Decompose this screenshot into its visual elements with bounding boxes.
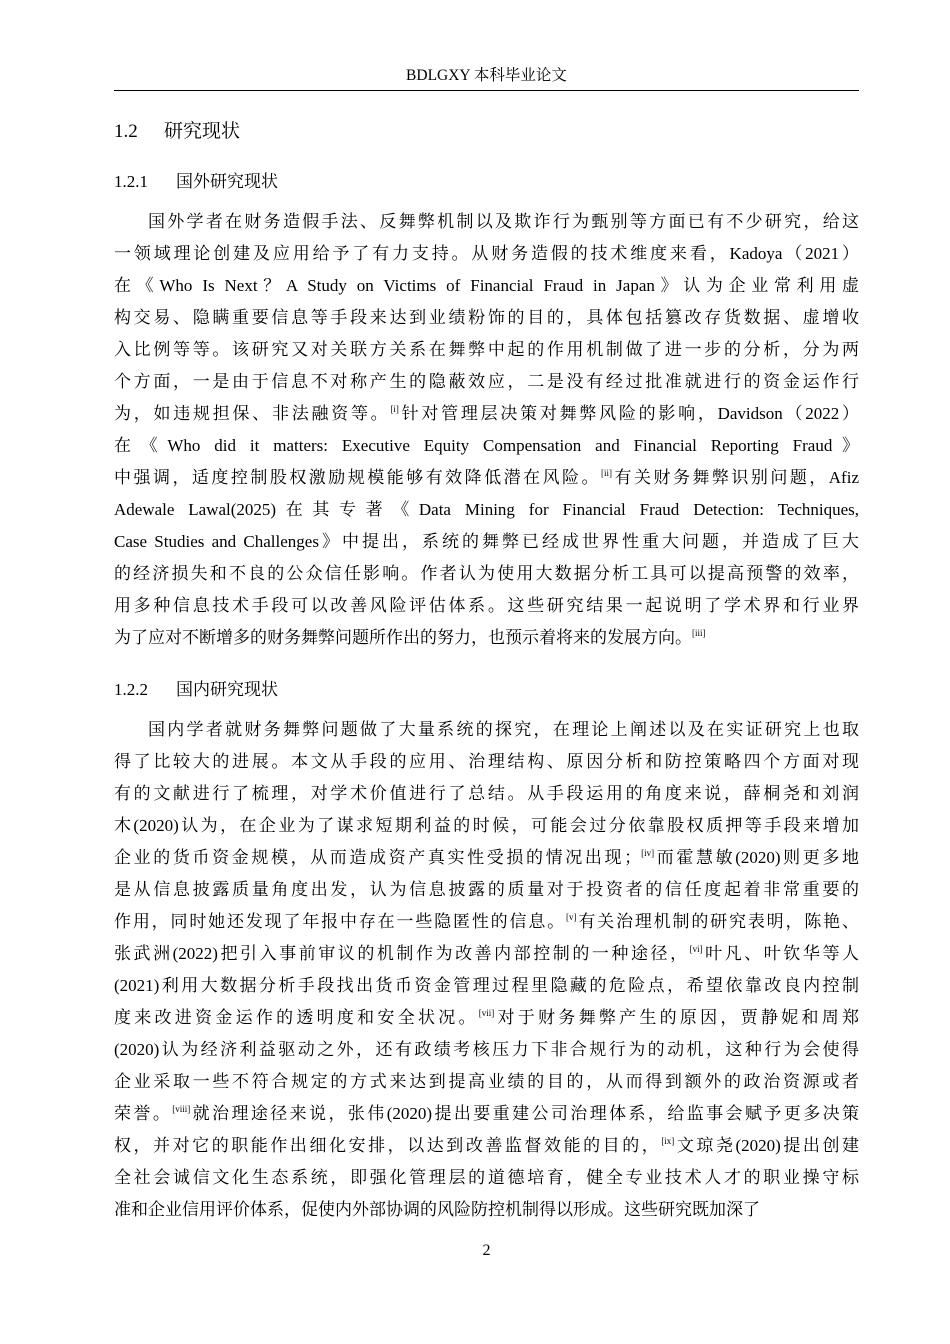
text-line xyxy=(114,842,859,874)
text-run: (2020)认为经济利益驱动之外，还有政绩考核压力下非合规行为的动机，这种行为会使得 xyxy=(114,1040,859,1059)
text-line xyxy=(114,494,859,526)
text-run: 国内学者就财务舞弊问题做了大量系统的探究，在理论上阐述以及在实证研究上也取 xyxy=(148,720,859,739)
text-run: 有的文献进行了梳理，对学术价值进行了总结。从手段运用的角度来说，薛桐尧和刘润 xyxy=(114,784,859,803)
citation-ref: [vi] xyxy=(689,944,703,954)
citation-ref: [v] xyxy=(566,912,577,922)
text-line xyxy=(114,1034,859,1066)
citation-ref: [vii] xyxy=(478,1008,495,1018)
text-run: 用多种信息技术手段可以改善风险评估体系。这些研究结果一起说明了学术界和行业界 xyxy=(114,596,859,615)
section-number: 1.2 xyxy=(114,121,138,142)
text-run: 文琼尧(2020)提出创建 xyxy=(674,1136,860,1155)
text-run: 入比例等等。该研究又对关联方关系在舞弊中起的作用机制做了进一步的分析，分为两 xyxy=(114,340,859,359)
text-line xyxy=(114,302,859,334)
text-line xyxy=(114,558,859,590)
text-run: 度来改进资金运作的透明度和安全状况。 xyxy=(114,1008,479,1027)
citation-ref: [ix] xyxy=(661,1136,675,1146)
text-run: Case Studies and Challenges》中提出，系统的舞弊已经成世界性重大问题，并造成了巨大 xyxy=(114,532,859,551)
text-run: 就治理途径来说，张伟(2020)提出要重建公司治理体系，给监事会赋予更多决策 xyxy=(190,1104,860,1123)
text-line xyxy=(114,622,859,654)
text-run: 企业采取一些不符合规定的方式来达到提高业绩的目的，从而得到额外的政治资源或者 xyxy=(114,1072,859,1091)
text-run: 叶凡、叶钦华等人 xyxy=(702,944,859,963)
text-line xyxy=(114,906,859,938)
text-line xyxy=(114,590,859,622)
text-line xyxy=(114,270,859,302)
text-run: 构交易、隐瞒重要信息等手段来达到业绩粉饰的目的，具体包括篡改存货数据、虚增收 xyxy=(114,308,859,327)
text-line xyxy=(114,874,859,906)
text-run: 权，并对它的职能作出细化安排，以达到改善监督效能的目的， xyxy=(114,1136,662,1155)
subsection-number: 1.2.2 xyxy=(114,680,148,699)
text-run: 企业的货币资金规模，从而造成资产真实性受损的情况出现； xyxy=(114,848,642,867)
text-line xyxy=(114,1066,859,1098)
subsection-heading-domestic xyxy=(114,676,278,704)
text-run: 作用，同时她还发现了年报中存在一些隐匿性的信息。 xyxy=(114,912,566,931)
text-run: 为，如违规担保、非法融资等。 xyxy=(114,404,391,423)
subsection-title: 国外研究现状 xyxy=(176,172,278,192)
text-line xyxy=(114,778,859,810)
text-line xyxy=(114,1130,859,1162)
text-run: 是从信息披露质量角度出发，认为信息披露的质量对于投资者的信任度起着非常重要的 xyxy=(114,880,859,899)
text-run: 准和企业信用评价体系，促使内外部协调的风险防控机制得以形成。这些研究既加深了 xyxy=(114,1200,760,1219)
citation-ref: [iv] xyxy=(641,848,655,858)
page-number: 2 xyxy=(482,1242,491,1259)
paragraph-domestic-research xyxy=(114,714,859,1226)
text-run: 针对管理层决策对舞弊风险的影响，Davidson（2022） xyxy=(398,404,859,423)
section-heading xyxy=(114,116,240,147)
header-rule xyxy=(114,90,859,91)
text-line xyxy=(114,1002,859,1034)
text-run: 为了应对不断增多的财务舞弊问题所作出的努力，也预示着将来的发展方向。 xyxy=(114,628,692,647)
text-run: 在《Who Is Next？A Study on Victims of Financial Fraud in Japan》认为企业常利用虚 xyxy=(114,276,859,295)
text-line xyxy=(114,206,859,238)
text-run: 中强调，适度控制股权激励规模能够有效降低潜在风险。 xyxy=(114,468,602,487)
text-line xyxy=(114,462,859,494)
text-run: 木(2020)认为，在企业为了谋求短期利益的时候，可能会过分依靠股权质押等手段来增加 xyxy=(114,816,859,835)
text-run: Adewale Lawal(2025)在其专著《Data Mining for Financial Fraud Detection: Techniques, xyxy=(114,500,859,519)
text-line xyxy=(114,714,859,746)
citation-ref: [ii] xyxy=(601,468,613,478)
text-run: 有关财务舞弊识别问题，Afiz xyxy=(612,468,859,487)
text-run: 荣誉。 xyxy=(114,1104,173,1123)
citation-ref: [iii] xyxy=(692,628,706,638)
subsection-heading-foreign xyxy=(114,168,278,196)
subsection-number: 1.2.1 xyxy=(114,172,148,191)
text-line xyxy=(114,1194,859,1226)
text-run: 得了比较大的进展。本文从手段的应用、治理结构、原因分析和防控策略四个方面对现 xyxy=(114,752,859,771)
text-run: 全社会诚信文化生态系统，即强化管理层的道德培育，健全专业技术人才的职业操守标 xyxy=(114,1168,859,1187)
text-run: 而霍慧敏(2020)则更多地 xyxy=(654,848,860,867)
text-run: 国外学者在财务造假手法、反舞弊机制以及欺诈行为甄别等方面已有不少研究，给这 xyxy=(148,212,859,231)
text-run: 张武洲(2022)把引入事前审议的机制作为改善内部控制的一种途径， xyxy=(114,944,690,963)
text-run: 对于财务舞弊产生的原因，贾静妮和周郑 xyxy=(494,1008,859,1027)
text-run: 在《Who did it matters: Executive Equity Compensation and Financial Reporting Fraud》 xyxy=(114,436,859,455)
text-run: 的经济损失和不良的公众信任影响。作者认为使用大数据分析工具可以提高预警的效率， xyxy=(114,564,859,583)
text-line xyxy=(114,1098,859,1130)
subsection-title: 国内研究现状 xyxy=(176,680,278,700)
text-run: 个方面，一是由于信息不对称产生的隐蔽效应，二是没有经过批准就进行的资金运作行 xyxy=(114,372,859,391)
text-line xyxy=(114,526,859,558)
text-line xyxy=(114,746,859,778)
text-line xyxy=(114,1162,859,1194)
citation-ref: [i] xyxy=(390,404,399,414)
text-line xyxy=(114,810,859,842)
text-run: (2021)利用大数据分析手段找出货币资金管理过程里隐藏的危险点，希望依靠改良内控制 xyxy=(114,976,859,995)
text-line xyxy=(114,366,859,398)
text-line xyxy=(114,334,859,366)
citation-ref: [viii] xyxy=(172,1104,191,1114)
paragraph-foreign-research xyxy=(114,206,859,654)
section-title: 研究现状 xyxy=(164,120,241,142)
text-line xyxy=(114,938,859,970)
text-run: 有关治理机制的研究表明，陈艳、 xyxy=(576,912,859,931)
text-line xyxy=(114,430,859,462)
text-line xyxy=(114,238,859,270)
text-run: 一领域理论创建及应用给予了有力支持。从财务造假的技术维度来看，Kadoya（2021） xyxy=(114,244,859,263)
text-line xyxy=(114,398,859,430)
text-line xyxy=(114,970,859,1002)
page-header: BDLGXY 本科毕业论文 xyxy=(406,67,567,84)
